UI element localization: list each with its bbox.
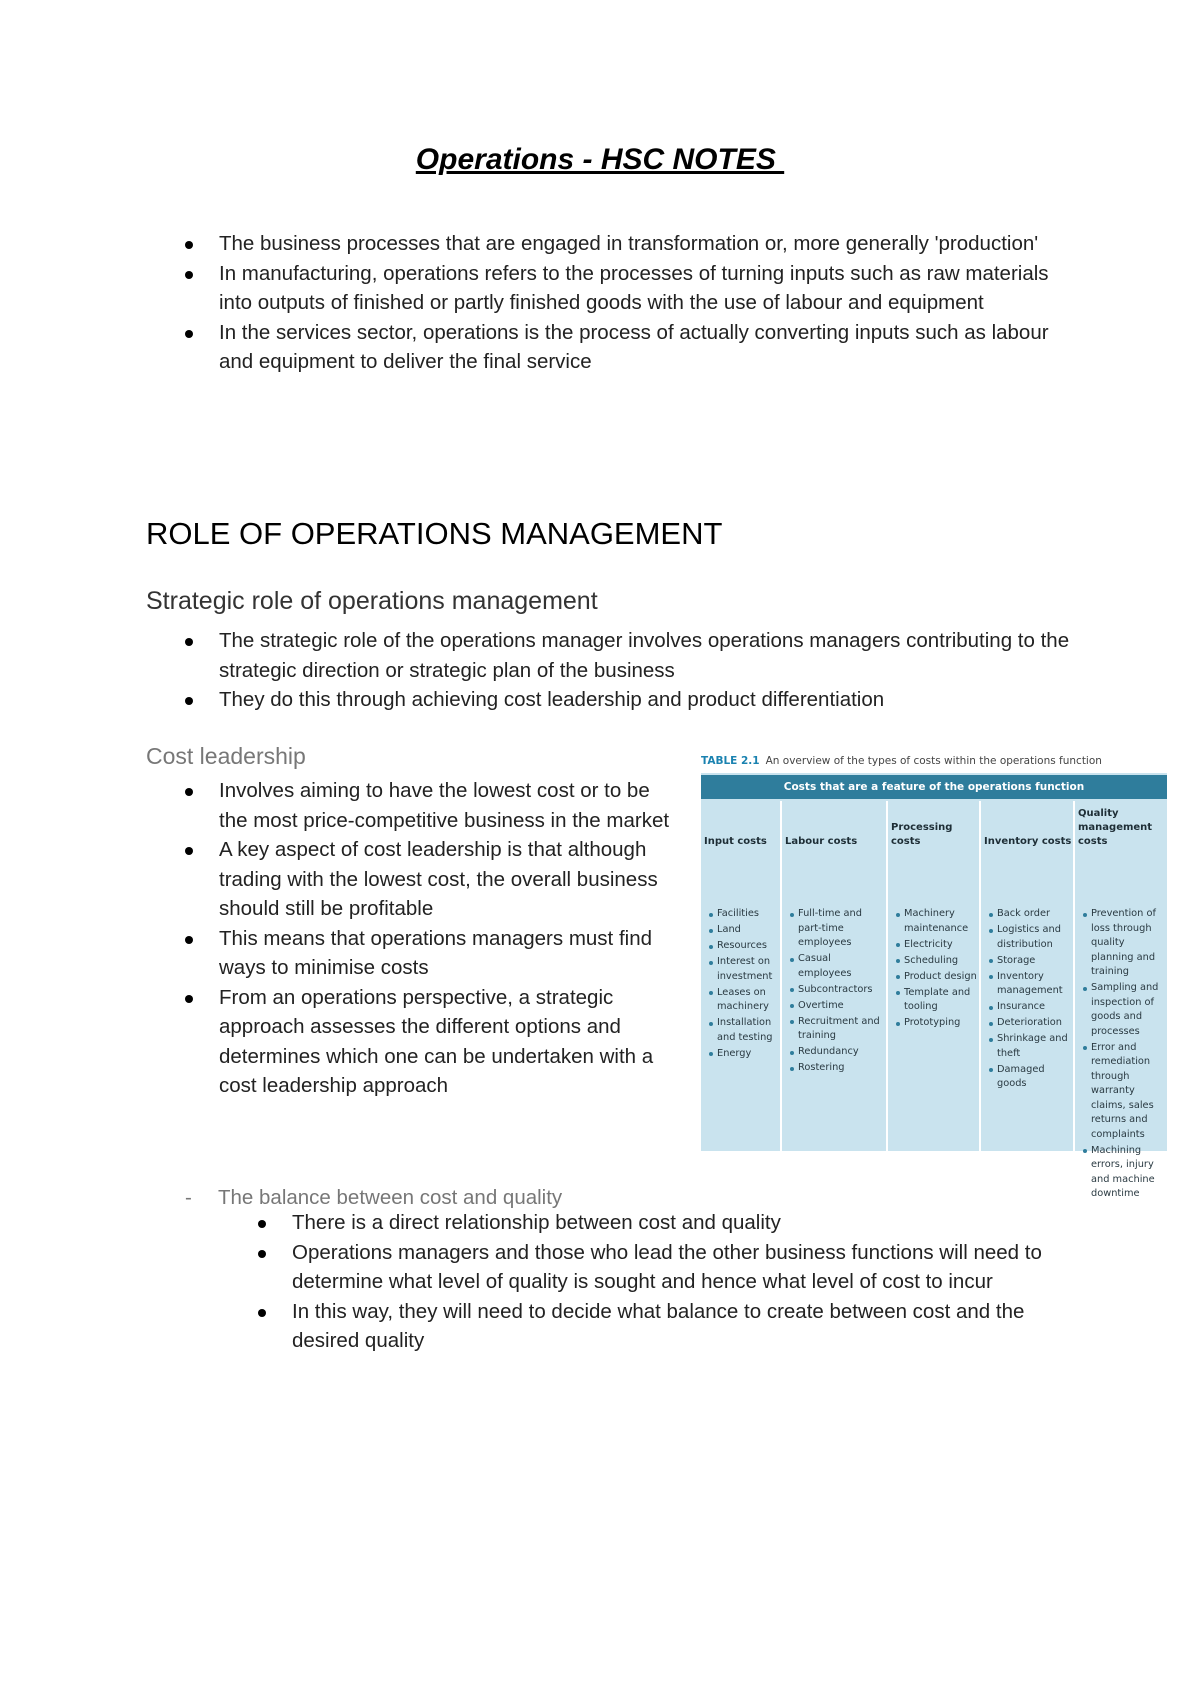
bullet-icon [185,788,193,796]
table-cell-item: Redundancy [788,1045,884,1060]
strategic-bullet-list [183,626,1083,715]
list-item: They do this through achieving cost leadership and product differentiation [183,685,1083,715]
table-caption-text: An overview of the types of costs within the operations function [765,755,1102,767]
table-cell-item: Sampling and inspection of goods and processes [1081,981,1165,1039]
column-header: Inventory costs [984,836,1072,847]
table-cell-item: Logistics and distribution [987,923,1071,952]
table-cell-item: Facilities [707,907,778,922]
table-cell-item: Storage [987,954,1071,969]
table-cell-item: Leases on machinery [707,986,778,1015]
table-column-labour [782,801,888,1151]
table-cell-item: Inventory management [987,970,1071,999]
bullet-icon [185,936,193,944]
table-cell-item: Scheduling [894,954,977,969]
table-cell-item: Product design [894,970,977,985]
bullet-icon [258,1220,266,1228]
table-banner: Costs that are a feature of the operations function [701,775,1167,799]
table-cell-item: Resources [707,939,778,954]
table-cell-item: Subcontractors [788,983,884,998]
column-items [894,907,977,1032]
table-cell-item: Deterioration [987,1016,1071,1031]
table-cell-item: Energy [707,1047,778,1062]
table-cell-item: Casual employees [788,952,884,981]
column-items [1081,907,1165,1203]
bullet-icon [185,995,193,1003]
column-header: Labour costs [785,836,858,847]
list-item: In the services sector, operations is the process of actually converting inputs such as labour and equipment to deliver the final service [183,318,1083,377]
table-cell-item: Back order [987,907,1071,922]
list-item: There is a direct relationship between cost and quality [256,1208,1086,1238]
table-column-processing [888,801,981,1151]
list-item: This means that operations managers must find ways to minimise costs [183,924,683,983]
list-item: From an operations perspective, a strategic approach assesses the different options and determines which one can be undertaken with a cost leadership approach [183,983,683,1101]
table-cell-item: Land [707,923,778,938]
list-item: The strategic role of the operations manager involves operations managers contributing to the strategic direction or strategic plan of the business [183,626,1083,685]
table-cell-item: Electricity [894,938,977,953]
column-items [788,907,884,1077]
document-title: Operations - HSC NOTES [415,143,785,176]
table-column-inventory [981,801,1075,1151]
table-column-input [701,801,782,1151]
table-cell-item: Prevention of loss through quality planning and training [1081,907,1165,980]
table-cell-item: Installation and testing [707,1016,778,1045]
balance-heading: The balance between cost and quality [218,1186,563,1209]
column-items [987,907,1071,1093]
bullet-icon [185,847,193,855]
bullet-icon [185,697,193,705]
bullet-icon [258,1309,266,1317]
dash-marker: - [185,1186,192,1209]
strategic-role-heading: Strategic role of operations management [146,587,598,615]
list-item: The business processes that are engaged in transformation or, more generally 'production' [183,229,1083,259]
list-item: In manufacturing, operations refers to the processes of turning inputs such as raw materials into outputs of finished or partly finished goods with the use of labour and equipment [183,259,1083,318]
table-cell-item: Interest on investment [707,955,778,984]
table-cell-item: Insurance [987,1000,1071,1015]
table-cell-item: Recruitment and training [788,1015,884,1044]
costs-table-figure [701,749,1167,1199]
table-caption [701,749,1167,773]
intro-bullet-list [183,229,1083,377]
table-cell-item: Error and remediation through warranty claims, sales returns and complaints [1081,1041,1165,1143]
table-cell-item: Prototyping [894,1016,977,1031]
cost-leadership-bullet-list [183,776,683,1101]
bullet-icon [185,330,193,338]
table-label: TABLE 2.1 [701,755,760,767]
bullet-icon [185,638,193,646]
cost-leadership-heading: Cost leadership [146,743,306,769]
table-cell-item: Overtime [788,999,884,1014]
table-cell-item: Full-time and part-time employees [788,907,884,951]
table-cell-item: Rostering [788,1061,884,1076]
table-cell-item: Damaged goods [987,1063,1071,1092]
section-heading: ROLE OF OPERATIONS MANAGEMENT [146,516,723,551]
bullet-icon [258,1250,266,1258]
balance-bullet-list [256,1208,1086,1356]
table-cell-item: Shrinkage and theft [987,1032,1071,1061]
bullet-icon [185,241,193,249]
bullet-icon [185,271,193,279]
list-item: In this way, they will need to decide what balance to create between cost and the desired quality [256,1297,1086,1356]
table-column-quality [1075,801,1167,1199]
table-cell-item: Machining errors, injury and machine downtime [1081,1144,1165,1202]
column-items [707,907,778,1063]
table-cell-item: Machinery maintenance [894,907,977,936]
list-item: Involves aiming to have the lowest cost or to be the most price-competitive business in the market [183,776,683,835]
column-header: Input costs [704,836,767,847]
column-header: Quality management costs [1078,808,1153,847]
list-item: A key aspect of cost leadership is that although trading with the lowest cost, the overall business should still be profitable [183,835,683,924]
column-header: Processing costs [891,822,953,847]
list-item: Operations managers and those who lead the other business functions will need to determine what level of quality is sought and hence what level of cost to incur [256,1238,1086,1297]
table-cell-item: Template and tooling [894,986,977,1015]
